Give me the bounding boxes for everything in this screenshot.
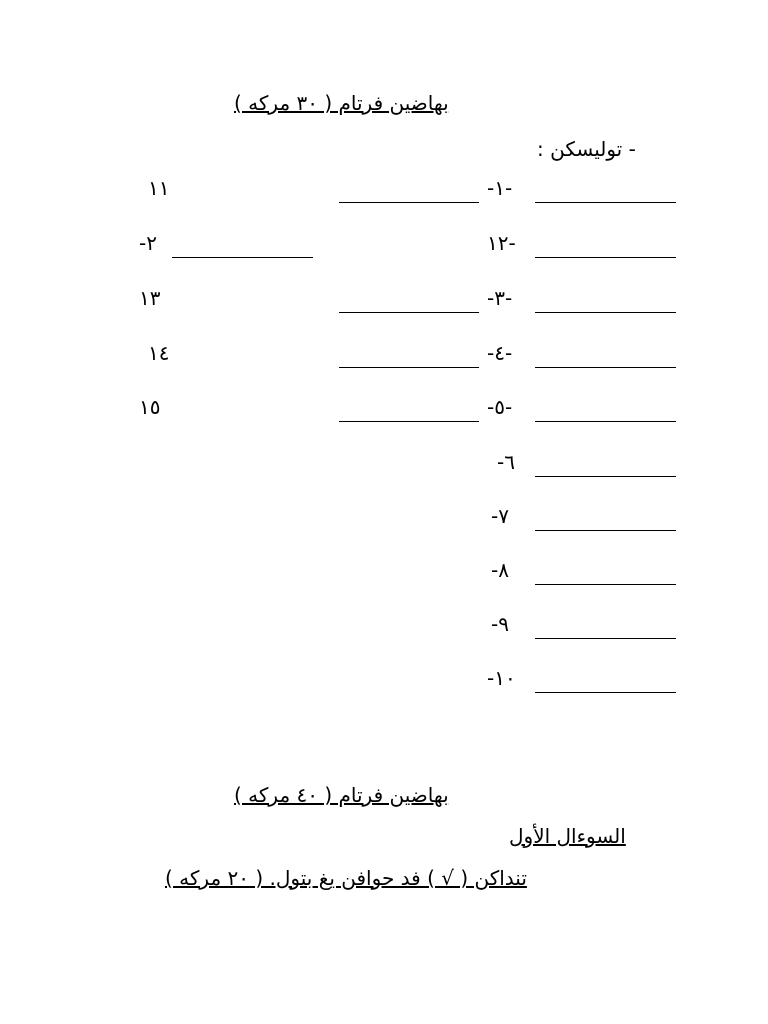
item-number: ١١ [148, 176, 170, 200]
answer-blank[interactable] [535, 421, 676, 422]
item-number: ١٣ [139, 286, 161, 310]
item-number: ١٤ [148, 341, 170, 365]
question-title: السوءال الأول [509, 824, 626, 848]
answer-blank[interactable] [535, 257, 676, 258]
answer-blank[interactable] [535, 476, 676, 477]
answer-blank[interactable] [339, 367, 479, 368]
answer-blank[interactable] [339, 202, 479, 203]
answer-blank[interactable] [535, 530, 676, 531]
question-text: تنداكن ( √ ) فد حوافن يغ بتول. ( ٢٠ مركه ) [165, 866, 527, 890]
answer-blank[interactable] [172, 257, 313, 258]
item-number: -٣- [487, 286, 513, 310]
item-number: ١٥ [139, 395, 161, 419]
item-number: -٥- [487, 395, 513, 419]
section-2-heading: بهاضين فرتام ( ٤٠ مركه ) [234, 783, 449, 807]
answer-blank[interactable] [535, 367, 676, 368]
item-number: -٩ [491, 612, 509, 636]
item-number: -٤- [487, 341, 513, 365]
section-1-heading: بهاضين فرتام ( ٣٠ مركه ) [234, 91, 449, 115]
item-number: -٦ [497, 450, 515, 474]
answer-blank[interactable] [535, 638, 676, 639]
answer-blank[interactable] [535, 202, 676, 203]
item-number: -١٠ [487, 666, 516, 690]
answer-blank[interactable] [535, 584, 676, 585]
section-1-instruction: : توليسكن - [537, 137, 636, 161]
item-number: -٨ [491, 558, 509, 582]
answer-blank[interactable] [339, 421, 479, 422]
answer-blank[interactable] [339, 312, 479, 313]
item-number: -٢ [139, 231, 157, 255]
item-number: ١٢- [487, 231, 516, 255]
item-number: -١- [487, 176, 513, 200]
answer-blank[interactable] [535, 692, 676, 693]
answer-blank[interactable] [535, 312, 676, 313]
item-number: -٧ [491, 504, 509, 528]
